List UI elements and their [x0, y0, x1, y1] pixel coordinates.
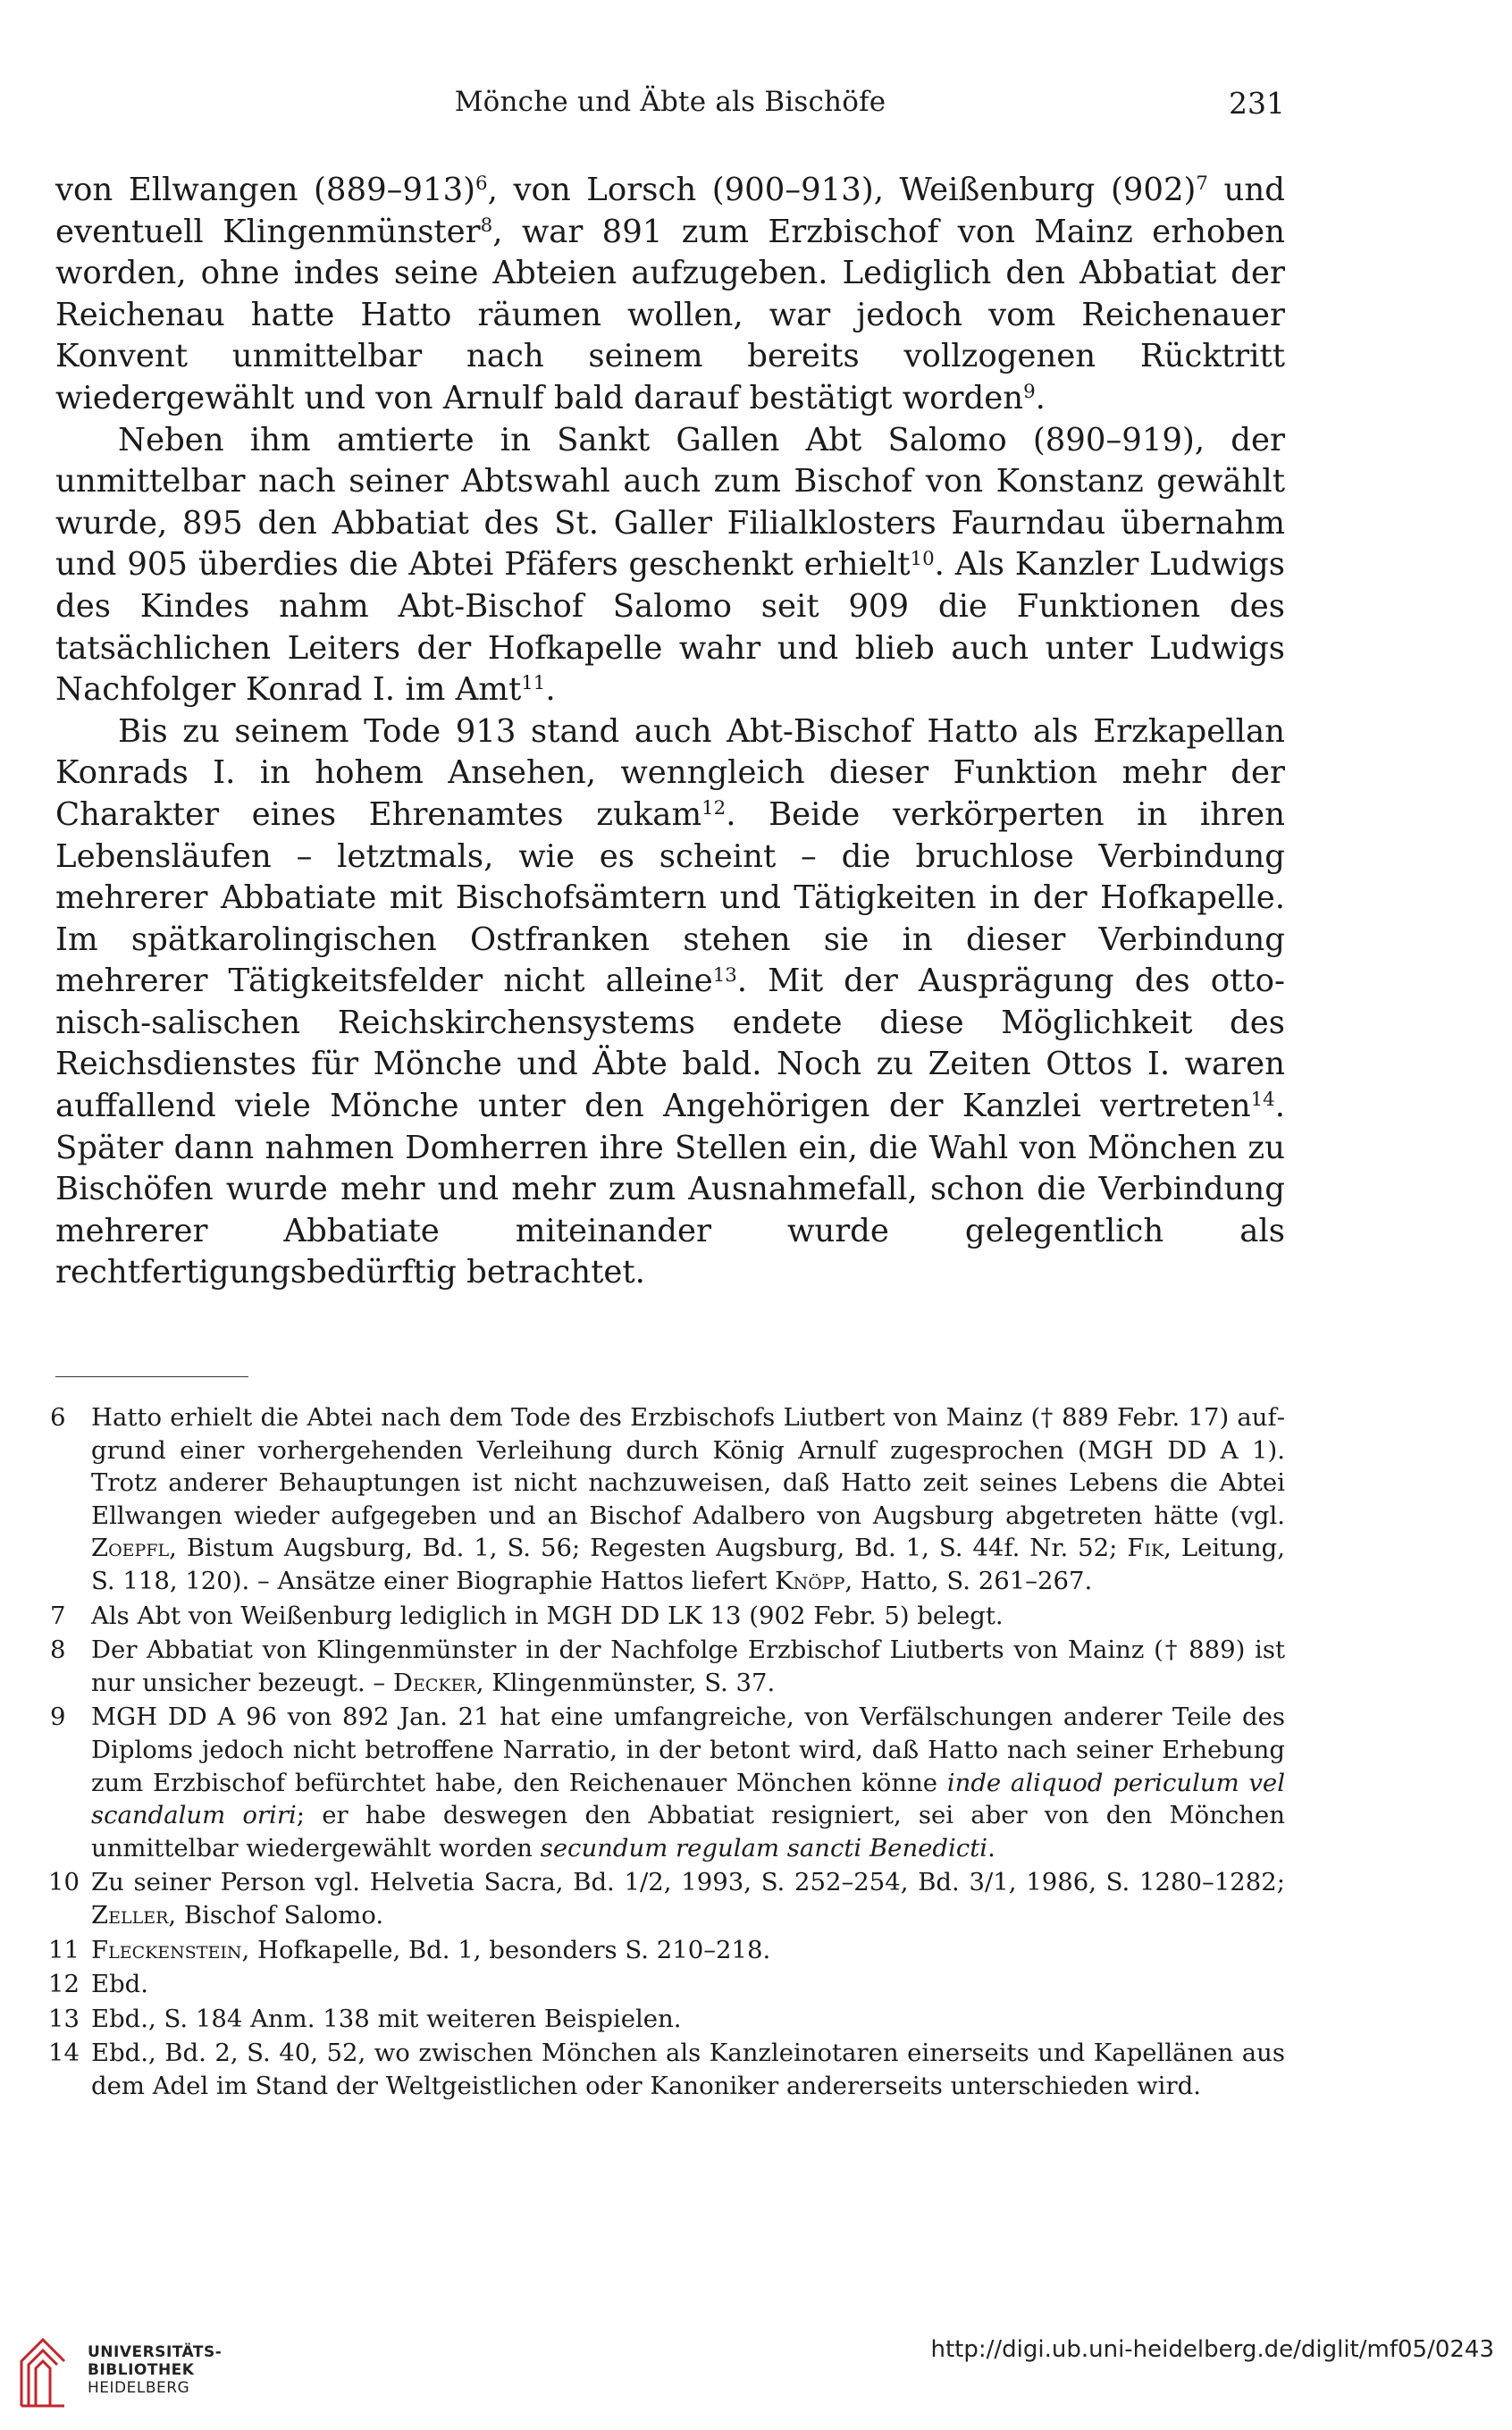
footnote-8 — [50, 1634, 1285, 1699]
latin-quote: inde aliquod periculum vel scandalum oriri — [91, 1768, 1285, 1830]
footnote-ref-11[interactable]: 11 — [521, 672, 546, 695]
text-run: , Hatto, S. 261–267. — [844, 1566, 1093, 1595]
footnotes — [50, 1401, 1285, 2104]
author-name: Zoepfl — [91, 1534, 170, 1563]
footnote-12 — [50, 1968, 1285, 2001]
text-run: Hatto erhielt die Abtei nach dem Tode des Erzbischofs Liutbert von Mainz († 889 Febr. 17) aufgrund einer vorhergehenden Verleihung durch König Arnulf zugesprochen (MGH DD A 1). Trotz anderer Behauptungen ist nicht nachzuweisen, daß Hatto zeit seines Lebens die Abtei Ellwangen wieder aufgegeben und an Bischof Adalbero von Augsburg abgetreten hätte (vgl. — [91, 1403, 1285, 1530]
text-run: Bis zu seinem Tode 913 stand auch Abt-Bischof Hatto als Erzkapellan Konrads I. in hohem Ansehen, wenngleich dieser Funktion mehr der Charakter eines Ehrenamtes zukam — [55, 712, 1285, 833]
footnote-ref-9[interactable]: 9 — [1023, 381, 1036, 404]
footnote-number: 8 — [50, 1635, 66, 1665]
footnote-separator — [55, 1376, 248, 1377]
footnote-11 — [50, 1934, 1285, 1967]
footnote-number: 7 — [50, 1601, 66, 1630]
library-name-line: BIBLIOTHEK — [88, 2361, 195, 2379]
footnote-number: 10 — [48, 1868, 80, 1897]
text-run: , Leitung, S. 118, 120). – Ansätze einer Biographie Hattos liefert — [91, 1534, 1285, 1595]
page-header — [55, 86, 1285, 130]
running-title: Mönche und Äbte als Bischöfe — [454, 86, 886, 118]
text-run: . Als Kanzler Ludwigs des Kindes nahm Abt-Bischof Salomo seit 909 die Funktionen des tatsächlichen Leiters der Hofkapelle wahr und blieb auch unter Ludwigs Nachfolger Konrad I. im Amt — [55, 546, 1285, 709]
library-name-line: UNIVERSITÄTS- — [88, 2343, 223, 2361]
footnote-number: 13 — [48, 2004, 80, 2033]
text-run: . — [1035, 379, 1046, 416]
text-run: , von Lorsch (900–913), Weißenburg (902) — [487, 172, 1197, 208]
text-run: , Klingenmünster, S. 37. — [475, 1668, 776, 1697]
text-run: . — [545, 671, 556, 709]
latin-quote: secundum regulam sancti Benedicti — [540, 1833, 988, 1862]
footnote-ref-7[interactable]: 7 — [1196, 172, 1208, 196]
footnote-text: Ebd., Bd. 2, S. 40, 52, wo zwischen Mönchen als Kanzleinotaren einerseits und Kapellänen aus dem Adel im Stand der Weltgeistlichen oder Kanoniker andererseits unterschieden wird. — [91, 2039, 1285, 2100]
author-name: Zeller — [91, 1900, 169, 1930]
author-name: Decker — [392, 1668, 476, 1697]
text-run: , Bischof Salomo. — [168, 1900, 384, 1930]
text-run: ; er habe deswegen den Abbatiat resigniert, sei aber von den Mönchen unmittelbar wiedergewählt worden — [91, 1801, 1285, 1862]
page-number: 231 — [1229, 86, 1285, 121]
footnote-ref-14[interactable]: 14 — [1250, 1089, 1275, 1112]
text-run: , Bistum Augsburg, Bd. 1, S. 56; Regesten Augsburg, Bd. 1, S. 44f. Nr. 52; — [169, 1534, 1128, 1563]
footnote-number: 6 — [50, 1403, 66, 1432]
text-run: . Beide verkörperten in ihren Lebensläufen – letztmals, wie es scheint – die bruchlose Verbindung mehrerer Abbatiate mit Bischofsämtern und Tätigkeiten in der Hofkapelle. Im spätkarolingischen Ostfranken stehen sie in dieser Verbindung mehrerer Tätigkeitsfelder nicht alleine — [55, 795, 1285, 1000]
text-run: , Hofkapelle, Bd. 1, besonders S. 210–218. — [241, 1935, 771, 1964]
footnote-ref-8[interactable]: 8 — [480, 214, 493, 237]
author-name: Fleckenstein — [91, 1935, 242, 1964]
text-run: Neben ihm amtierte in Sankt Gallen Abt Salomo (890–919), der unmittelbar nach seiner Abtswahl auch zum Bischof von Konstanz gewählt wurde, 895 den Abbatiat des St. Galler Filialklosters Faurndau übernahm und 905 überdies die Abtei Pfäfers geschenkt erhielt — [55, 421, 1285, 584]
footnote-6 — [50, 1401, 1285, 1598]
footnote-9 — [50, 1701, 1285, 1864]
footnote-number: 9 — [50, 1703, 66, 1732]
footnote-number: 14 — [48, 2039, 80, 2068]
footnote-text: Als Abt von Weißenburg lediglich in MGH DD LK 13 (902 Febr. 5) belegt. — [91, 1601, 1004, 1630]
text-run: MGH DD A 96 von 892 Jan. 21 hat eine umfangreiche, von Verfälschungen anderer Teile des Diploms jedoch nicht betroffene Narratio, in der betont wird, daß Hatto nach seiner Erhebung zum Erzbischof befürchtet habe, den Reichenauer Mönchen könne — [91, 1703, 1285, 1797]
footnote-7 — [50, 1600, 1285, 1633]
text-run: . Mit der Ausprägung des ottonisch-salischen Reichskirchensystems endete diese Möglichkeit des Reichsdienstes für Mönche und Äbte bald. Noch zu Zeiten Ottos I. waren auffallend viele Mönche unter den Angehörigen der Kanzlei vertreten — [55, 963, 1285, 1125]
footnote-14 — [50, 2037, 1285, 2102]
footnote-text: Ebd., S. 184 Anm. 138 mit weiteren Beispielen. — [91, 2004, 682, 2033]
footnote-number: 12 — [48, 1970, 80, 1999]
footnote-number: 11 — [48, 1935, 80, 1964]
text-run: von Ellwangen (889–913) — [55, 172, 476, 208]
footnote-ref-6[interactable]: 6 — [475, 172, 488, 196]
footnote-ref-10[interactable]: 10 — [910, 547, 935, 570]
author-name: Fik — [1127, 1534, 1164, 1563]
text-run: , war 891 zum Erzbischof von Mainz erhoben worden, ohne indes seine Abteien aufzugeben. Lediglich den Abbatiat der Reichenau hatte Hatto räumen wollen, war jedoch vom Reichenauer Konvent unmittelbar nach seinem bereits vollzogenen Rücktritt wiedergewählt und von Arnulf bald darauf bestätigt worden — [55, 213, 1285, 416]
text-run: . Später dann nahmen Domherren ihre Stellen ein, die Wahl von Mönchen zu Bischöfen wurde mehr und mehr zum Ausnahmefall, schon die Verbindung mehrerer Abbatiate miteinander wurde gelegentlich als rechtfertigungsbedürftig betrachtet. — [55, 1088, 1285, 1291]
text-run: Der Abbatiat von Klingenmünster in der Nachfolge Erzbischof Liutberts von Mainz († 889) ist nur unsicher bezeugt. – — [91, 1635, 1285, 1697]
paragraph-2 — [55, 420, 1285, 711]
paragraph-1 — [55, 170, 1285, 420]
library-logo-icon[interactable] — [16, 2334, 70, 2411]
text-run: und eventuell Klingenmünster — [55, 172, 1285, 250]
footnote-10 — [50, 1866, 1285, 1931]
footnote-text: Ebd. — [91, 1970, 149, 1999]
footnote-ref-12[interactable]: 12 — [701, 797, 727, 820]
footnote-13 — [50, 2003, 1285, 2036]
footnote-ref-13[interactable]: 13 — [712, 963, 737, 987]
text-run: . — [987, 1833, 995, 1862]
main-text — [55, 170, 1285, 1294]
text-run: Zu seiner Person vgl. Helvetia Sacra, Bd. 1/2, 1993, S. 252–254, Bd. 3/1, 1986, S. 1280–1282; — [91, 1868, 1285, 1897]
library-name-line: HEIDELBERG — [88, 2379, 190, 2397]
author-name: Knöpp — [775, 1566, 845, 1595]
source-url-link[interactable]: http://digi.ub.uni-heidelberg.de/diglit/mf05/0243 — [930, 2336, 1494, 2363]
library-name — [88, 2343, 222, 2397]
paragraph-3 — [55, 711, 1285, 1294]
